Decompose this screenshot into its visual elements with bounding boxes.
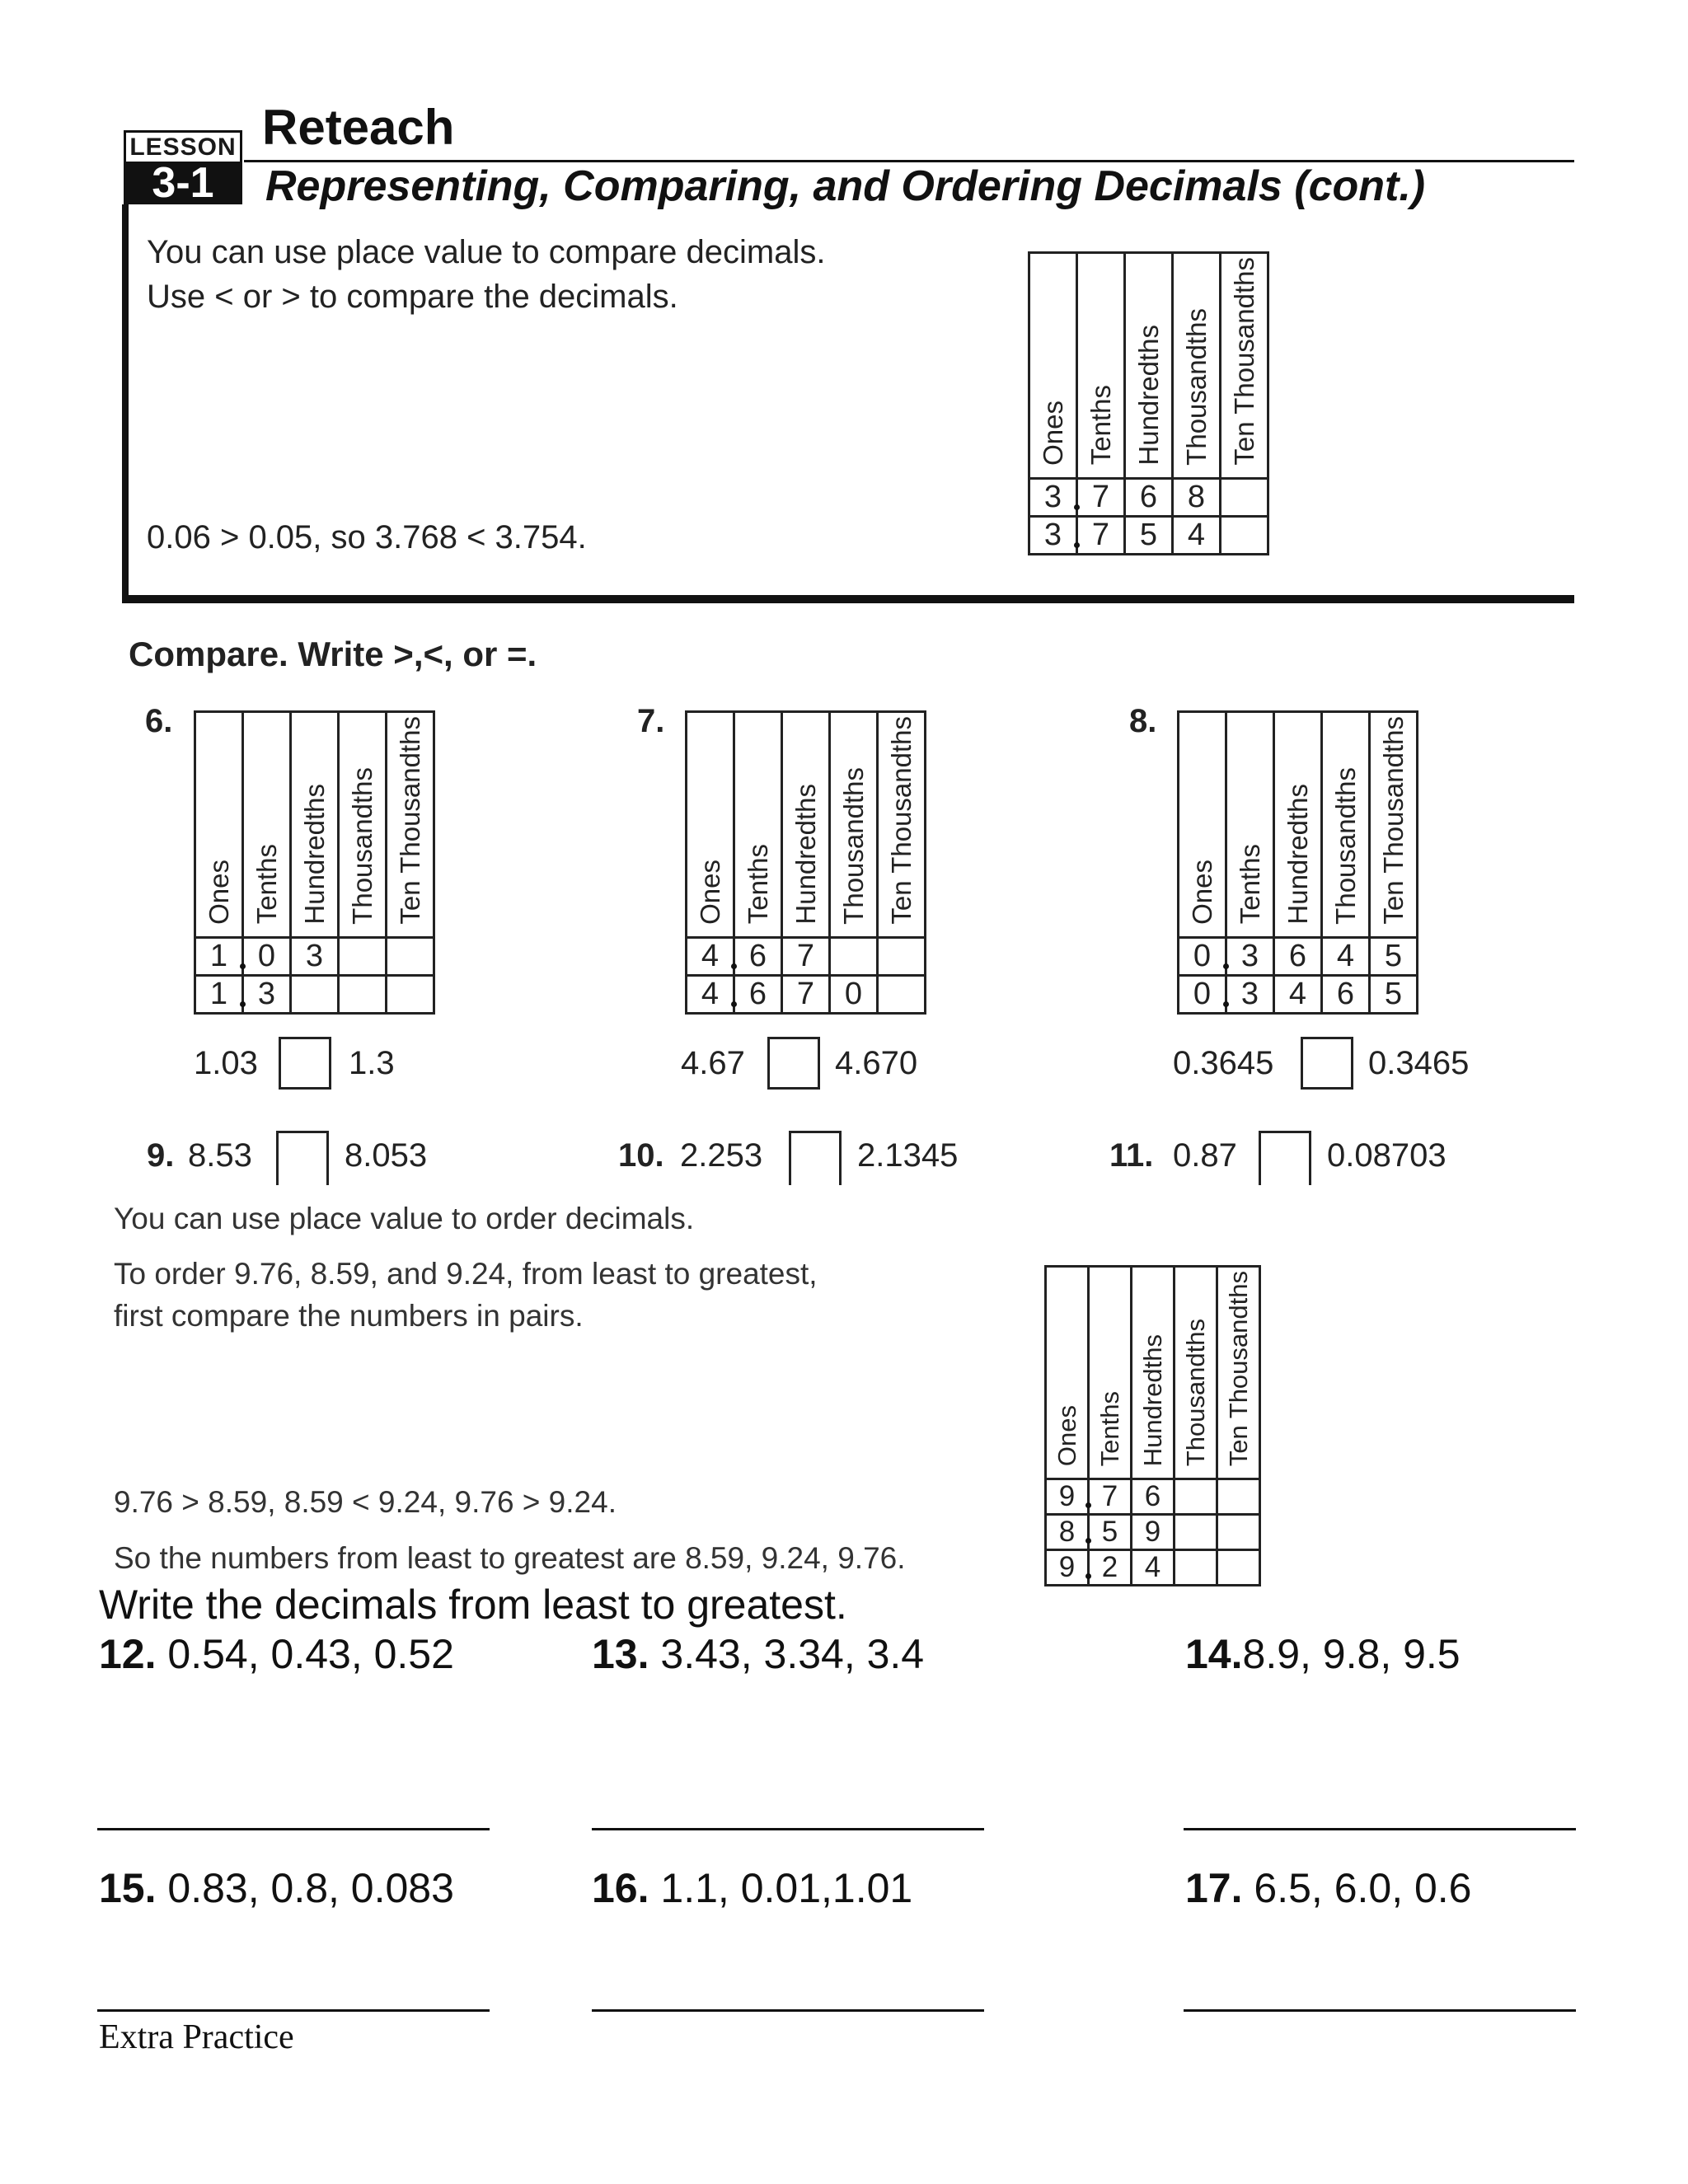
table-cell: 7 (1089, 1479, 1132, 1515)
table-cell: 3 (1029, 516, 1077, 554)
table-cell: 4 (1322, 937, 1370, 975)
table-cell (1217, 1479, 1260, 1515)
table-cell: 4 (1274, 975, 1322, 1013)
table-cell: 0 (243, 937, 291, 975)
table-cell: 5 (1089, 1515, 1132, 1550)
answer-line[interactable] (592, 2009, 984, 2012)
table-cell: 4 (687, 937, 734, 975)
table-cell: 9 (1046, 1550, 1089, 1586)
compare-right-value: 0.3465 (1368, 1045, 1470, 1081)
table-cell (1175, 1550, 1217, 1586)
problem-number: 9. (147, 1137, 175, 1174)
problem-number: 10. (618, 1137, 664, 1174)
place-value-table-6 (194, 710, 435, 1015)
table-cell: 1 (195, 975, 243, 1013)
table-cell: 3 (1226, 975, 1274, 1013)
ordering-item-14: 14.8.9, 9.8, 9.5 (1185, 1631, 1461, 1677)
problem-number: 11. (1109, 1137, 1154, 1174)
table-cell: 6 (1322, 975, 1370, 1013)
table-cell: 9 (1132, 1515, 1175, 1550)
table-cell (339, 937, 387, 975)
column-header: Tenths (1226, 712, 1274, 938)
table-cell (339, 975, 387, 1013)
place-value-table-order (1044, 1265, 1261, 1586)
compare-left-value: 2.253 (680, 1137, 763, 1174)
table-cell: 6 (1274, 937, 1322, 975)
table-cell: 7 (1077, 516, 1125, 554)
table-cell: 7 (1077, 478, 1125, 516)
column-header: Ones (687, 712, 734, 938)
column-header: Ten Thousandths (387, 712, 434, 938)
ordering-item-16: 16. 1.1, 0.01,1.01 (592, 1865, 913, 1911)
table-cell (1217, 1515, 1260, 1550)
table-cell: 3 (1226, 937, 1274, 975)
example-box-bottom-border (122, 595, 1574, 603)
order-example-line-1: You can use place value to order decimals. (114, 1202, 695, 1235)
table-cell: 8 (1173, 478, 1221, 516)
table-cell: 4 (1173, 516, 1221, 554)
column-header: Hundredths (1274, 712, 1322, 938)
table-cell: 3 (243, 975, 291, 1013)
table-cell (878, 975, 926, 1013)
column-header: Hundredths (291, 712, 339, 938)
table-cell (1175, 1515, 1217, 1550)
answer-line[interactable] (97, 1828, 490, 1830)
column-header: Thousandths (339, 712, 387, 938)
lesson-number: 3-1 (124, 162, 242, 204)
column-header: Ones (1046, 1267, 1089, 1479)
compare-left-value: 0.87 (1173, 1137, 1237, 1174)
column-header: Ten Thousandths (1217, 1267, 1260, 1479)
table-cell: 6 (1132, 1479, 1175, 1515)
column-header: Hundredths (1132, 1267, 1175, 1479)
order-example-line-5: So the numbers from least to greatest are 8.59, 9.24, 9.76. (114, 1541, 906, 1575)
column-header: Ten Thousandths (878, 712, 926, 938)
ordering-item-13: 13. 3.43, 3.34, 3.4 (592, 1631, 925, 1677)
example-conclusion: 0.06 > 0.05, so 3.768 < 3.754. (147, 519, 587, 555)
table-cell: 6 (734, 975, 782, 1013)
compare-right-value: 4.670 (835, 1045, 918, 1081)
column-header: Thousandths (1322, 712, 1370, 938)
page-title: Reteach (262, 100, 455, 155)
table-cell (1221, 516, 1268, 554)
answer-box[interactable] (789, 1131, 842, 1185)
column-header: Hundredths (782, 712, 830, 938)
compare-right-value: 1.3 (349, 1045, 395, 1081)
column-header: Ten Thousandths (1370, 712, 1418, 938)
table-cell (387, 937, 434, 975)
answer-line[interactable] (592, 1828, 984, 1830)
order-example-line-2: To order 9.76, 8.59, and 9.24, from least to greatest, (114, 1257, 818, 1291)
column-header: Tenths (1077, 253, 1125, 479)
table-cell: 5 (1125, 516, 1173, 554)
table-cell (1175, 1479, 1217, 1515)
answer-line[interactable] (1184, 1828, 1576, 1830)
compare-right-value: 0.08703 (1327, 1137, 1447, 1174)
column-header: Tenths (243, 712, 291, 938)
answer-box[interactable] (1301, 1037, 1353, 1090)
table-cell: 7 (782, 937, 830, 975)
lesson-label: LESSON (124, 130, 242, 162)
table-cell: 0 (1179, 937, 1226, 975)
table-cell: 6 (734, 937, 782, 975)
column-header: Ones (1179, 712, 1226, 938)
table-cell: 3 (1029, 478, 1077, 516)
compare-left-value: 8.53 (188, 1137, 252, 1174)
example-box-left-border (122, 204, 129, 602)
answer-line[interactable] (97, 2009, 490, 2012)
table-cell: 5 (1370, 937, 1418, 975)
footer-label: Extra Practice (99, 2018, 294, 2056)
column-header: Tenths (1089, 1267, 1132, 1479)
page-subtitle: Representing, Comparing, and Ordering Decimals (cont.) (265, 162, 1426, 210)
example-line-2: Use < or > to compare the decimals. (147, 279, 678, 315)
answer-box[interactable] (276, 1131, 329, 1185)
table-cell: 3 (291, 937, 339, 975)
column-header: Ones (195, 712, 243, 938)
table-cell: 4 (1132, 1550, 1175, 1586)
answer-box[interactable] (767, 1037, 820, 1090)
table-cell: 1 (195, 937, 243, 975)
ordering-instruction: Write the decimals from least to greatest. (99, 1582, 847, 1628)
table-cell: 7 (782, 975, 830, 1013)
table-cell (387, 975, 434, 1013)
answer-box[interactable] (279, 1037, 331, 1090)
column-header: Thousandths (830, 712, 878, 938)
column-header: Thousandths (1175, 1267, 1217, 1479)
order-example-line-4: 9.76 > 8.59, 8.59 < 9.24, 9.76 > 9.24. (114, 1485, 617, 1519)
compare-instruction: Compare. Write >,<, or =. (129, 635, 537, 673)
problem-number: 7. (637, 703, 665, 739)
column-header: Tenths (734, 712, 782, 938)
table-cell (1221, 478, 1268, 516)
problem-number: 6. (145, 703, 173, 739)
ordering-item-12: 12. 0.54, 0.43, 0.52 (99, 1631, 454, 1677)
compare-left-value: 4.67 (681, 1045, 745, 1081)
compare-left-value: 0.3645 (1173, 1045, 1274, 1081)
table-cell: 0 (1179, 975, 1226, 1013)
ordering-item-17: 17. 6.5, 6.0, 0.6 (1185, 1865, 1472, 1911)
table-cell: 0 (830, 975, 878, 1013)
table-cell: 6 (1125, 478, 1173, 516)
place-value-table-7 (685, 710, 926, 1015)
table-cell: 9 (1046, 1479, 1089, 1515)
problem-number: 8. (1129, 703, 1157, 739)
ordering-item-15: 15. 0.83, 0.8, 0.083 (99, 1865, 454, 1911)
compare-right-value: 8.053 (345, 1137, 428, 1174)
table-cell: 5 (1370, 975, 1418, 1013)
compare-right-value: 2.1345 (857, 1137, 959, 1174)
column-header: Thousandths (1173, 253, 1221, 479)
column-header: Ten Thousandths (1221, 253, 1268, 479)
example-line-1: You can use place value to compare decimals. (147, 234, 826, 270)
column-header: Ones (1029, 253, 1077, 479)
column-header: Hundredths (1125, 253, 1173, 479)
place-value-table-8 (1177, 710, 1418, 1015)
table-cell (1217, 1550, 1260, 1586)
table-cell (830, 937, 878, 975)
answer-line[interactable] (1184, 2009, 1576, 2012)
table-cell: 2 (1089, 1550, 1132, 1586)
table-cell (291, 975, 339, 1013)
table-cell: 8 (1046, 1515, 1089, 1550)
compare-left-value: 1.03 (194, 1045, 258, 1081)
table-cell (878, 937, 926, 975)
answer-box[interactable] (1259, 1131, 1311, 1185)
place-value-table-example (1028, 251, 1269, 555)
table-cell: 4 (687, 975, 734, 1013)
order-example-line-3: first compare the numbers in pairs. (114, 1299, 584, 1333)
